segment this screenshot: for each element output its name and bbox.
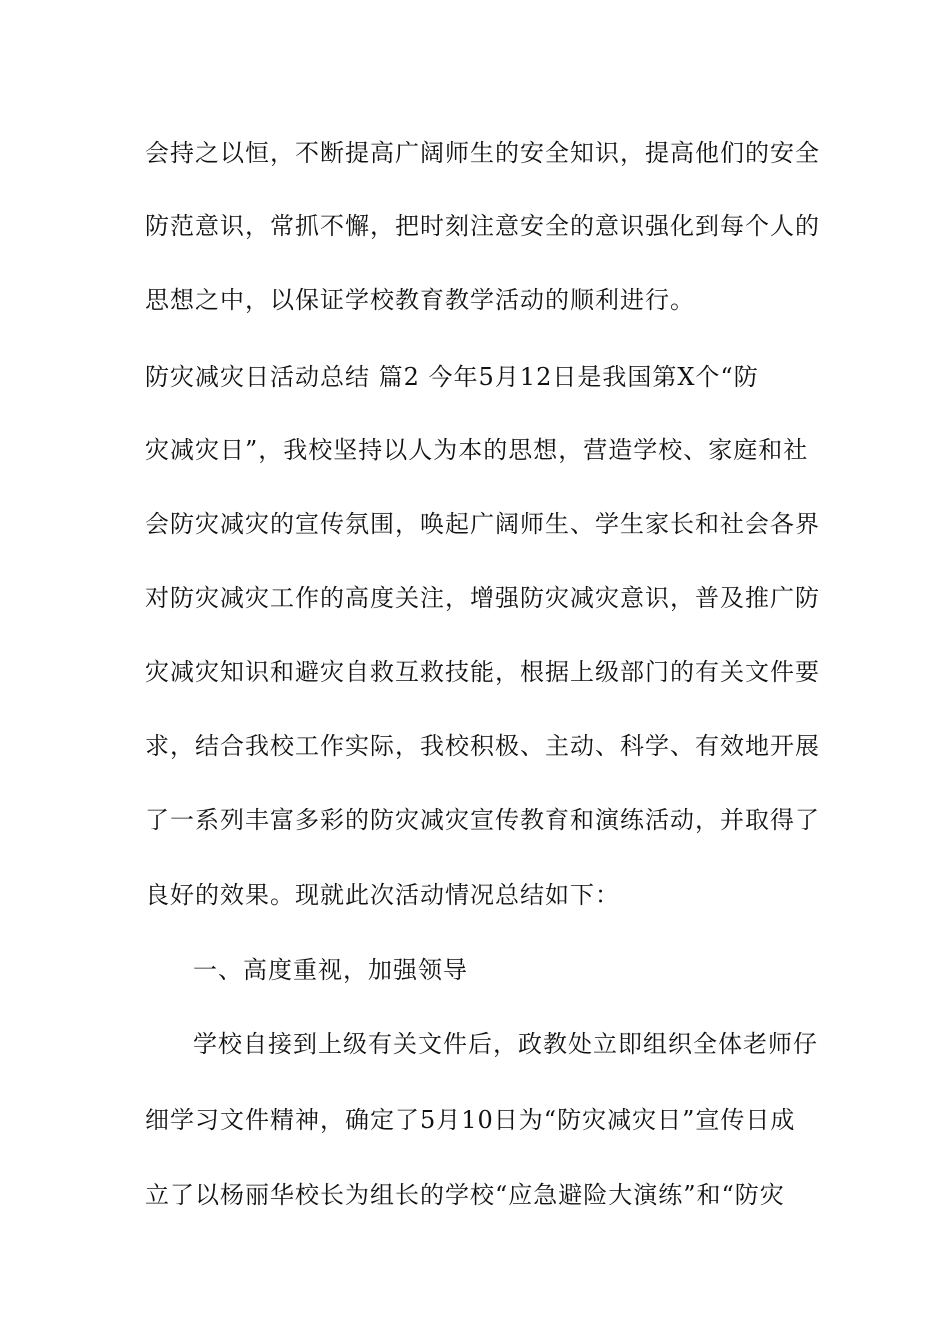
paragraph-line: 灾减灾日”，我校坚持以人为本的思想，营造学校、家庭和社 (145, 436, 809, 464)
subheading-line: 一、高度重视，加强领导 (193, 956, 468, 984)
paragraph-line: 对防灾减灾工作的高度关注，增强防灾减灾意识，普及推广防 (145, 584, 820, 612)
paragraph-line: 求，结合我校工作实际，我校积极、主动、科学、有效地开展 (145, 732, 820, 760)
section-heading-line: 防灾减灾日活动总结 篇2 今年5月12日是我国第X个“防 (145, 363, 759, 391)
paragraph-line: 会持之以恒，不断提高广阔师生的安全知识，提高他们的安全 (145, 139, 820, 167)
paragraph-line: 良好的效果。现就此次活动情况总结如下： (145, 881, 620, 909)
paragraph-line: 了一系列丰富多彩的防灾减灾宣传教育和演练活动，并取得了 (145, 806, 820, 834)
paragraph-line: 细学习文件精神，确定了5月10日为“防灾减灾日”宣传日成 (145, 1106, 796, 1134)
paragraph-line: 防范意识，常抓不懈，把时刻注意安全的意识强化到每个人的 (145, 212, 820, 240)
paragraph-line: 立了以杨丽华校长为组长的学校“应急避险大演练”和“防灾 (145, 1181, 785, 1209)
paragraph-line: 灾减灾知识和避灾自救互救技能，根据上级部门的有关文件要 (145, 658, 820, 686)
paragraph-line: 思想之中，以保证学校教育教学活动的顺利进行。 (145, 286, 695, 314)
paragraph-line: 学校自接到上级有关文件后，政教处立即组织全体老师仔 (193, 1030, 818, 1058)
paragraph-line: 会防灾减灾的宣传氛围，唤起广阔师生、学生家长和社会各界 (145, 510, 820, 538)
